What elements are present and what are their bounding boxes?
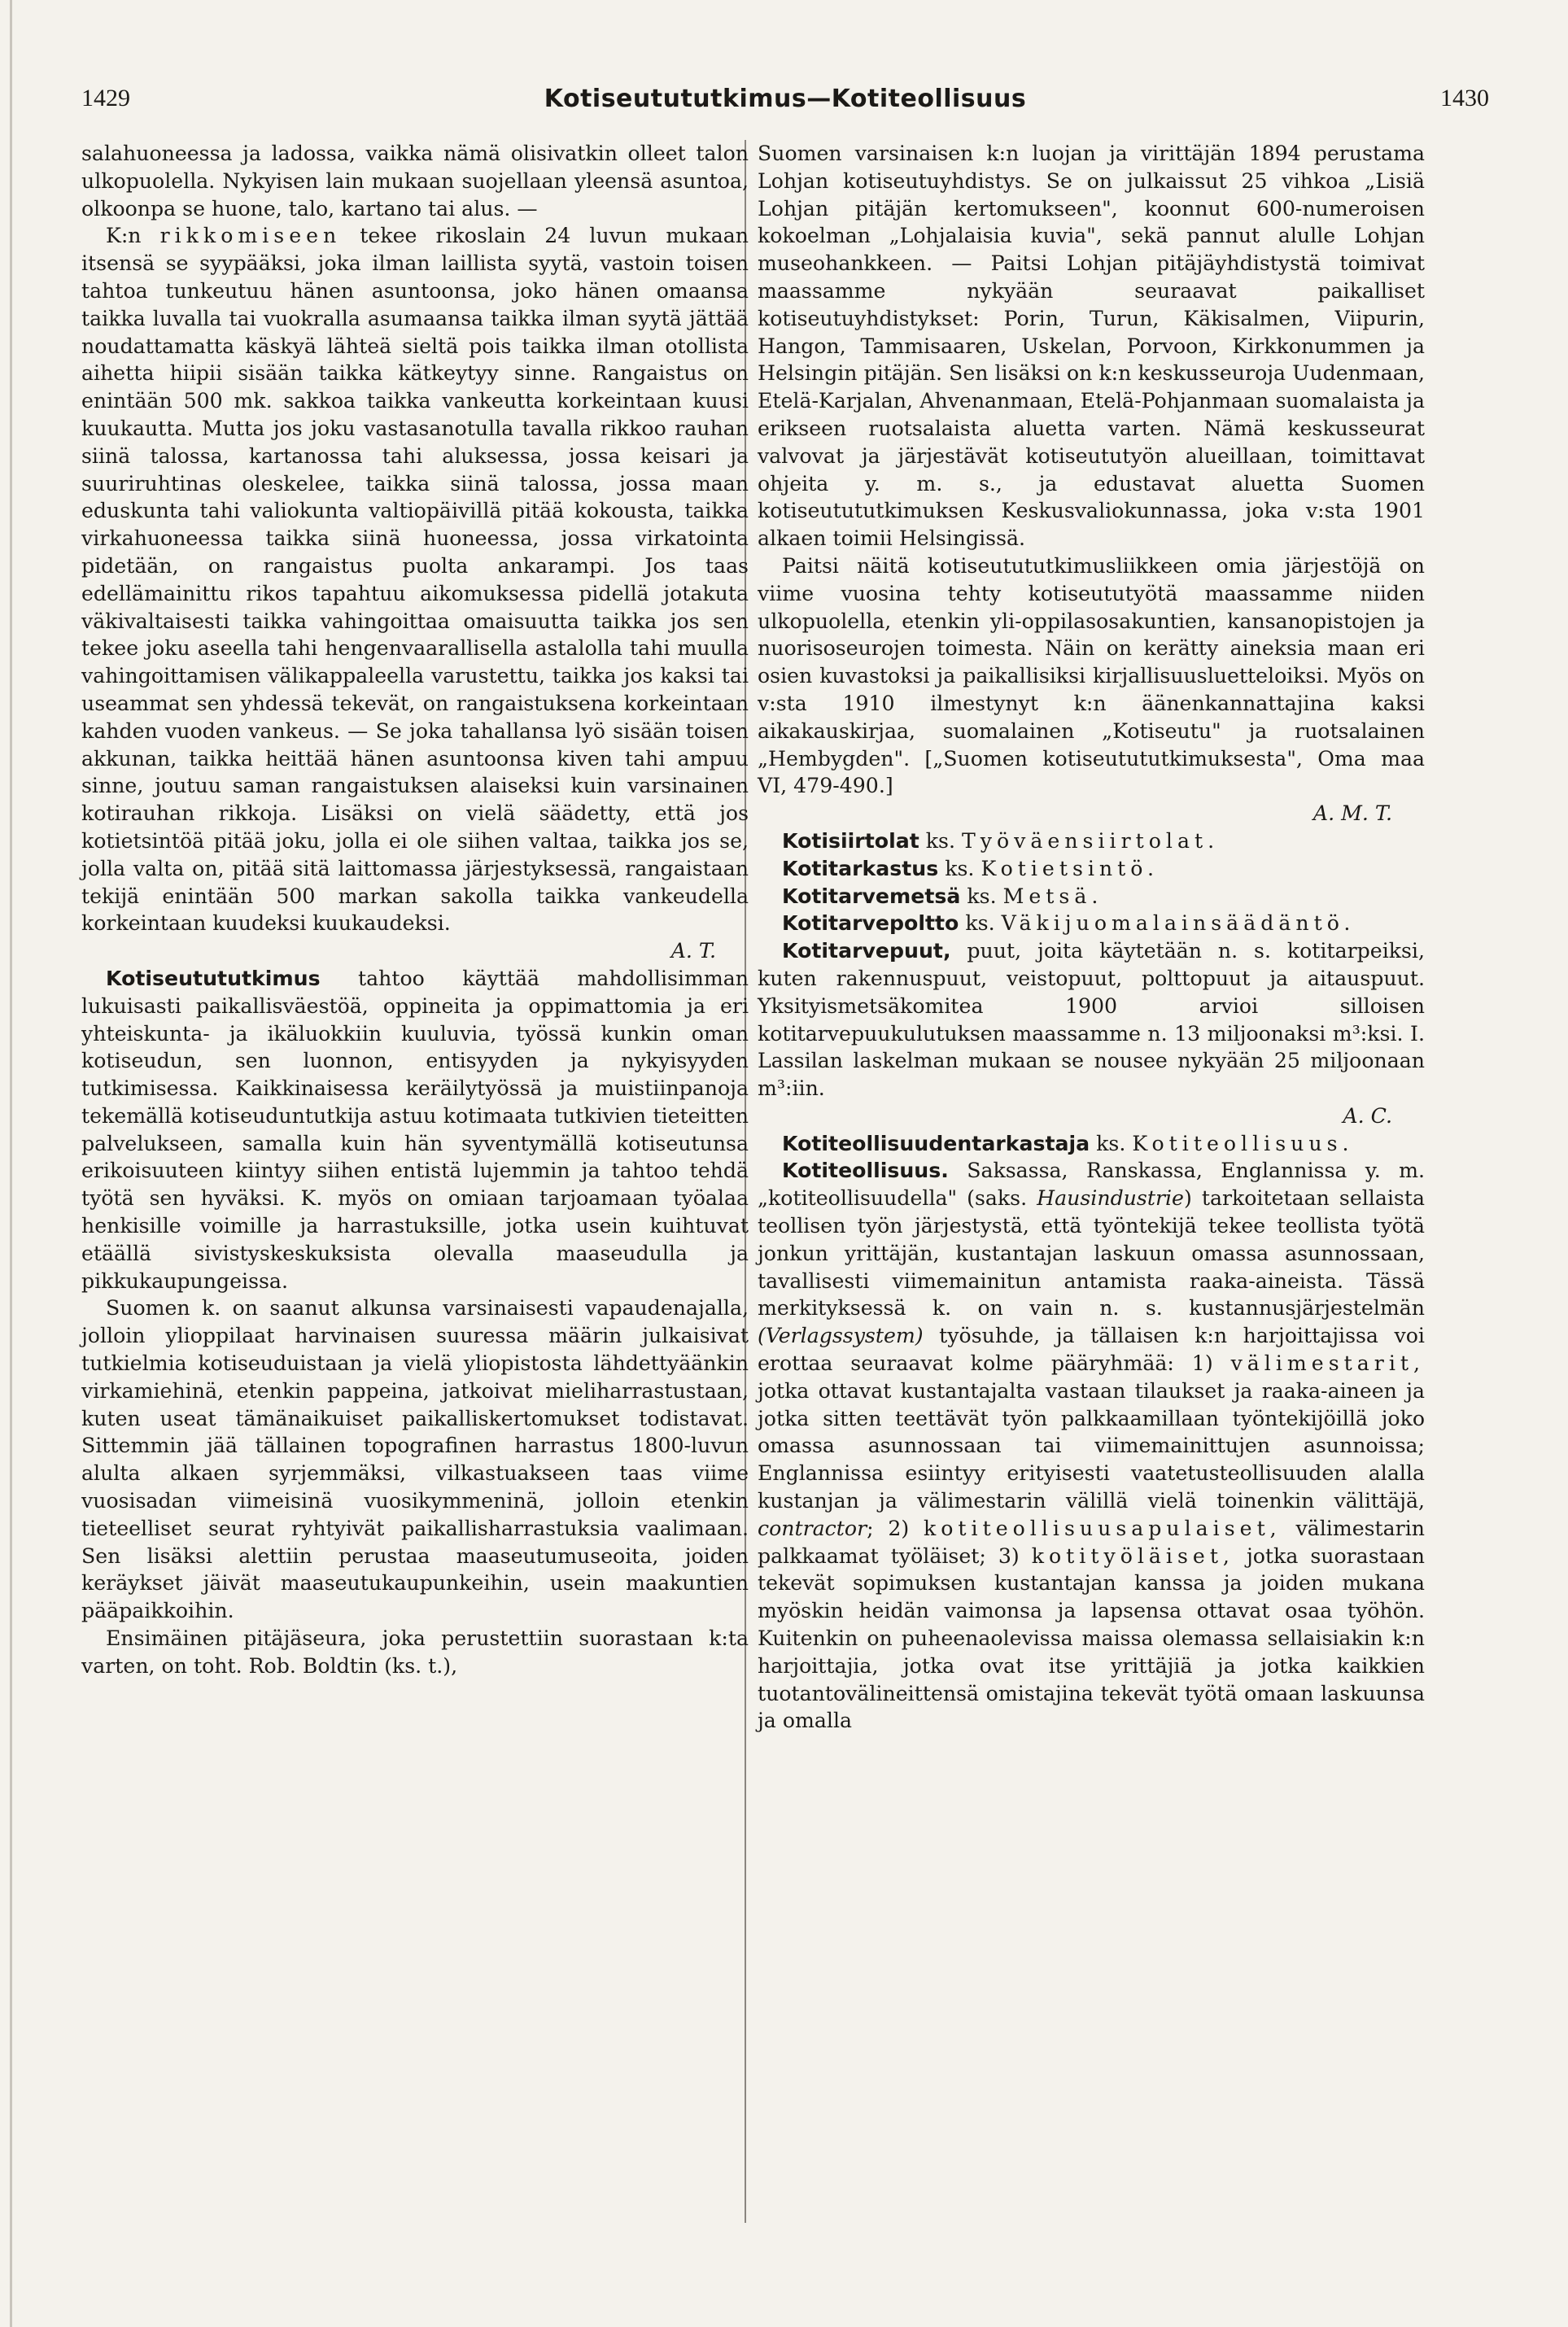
entry-headword: Kotitarvepuut, [782, 939, 951, 963]
page-number-left: 1429 [81, 85, 130, 111]
paragraph: Ensimäinen pitäjäseura, joka perustettiin suorastaan k:ta varten, on toht. Rob. Boldtin (ks. t.), [81, 1626, 749, 1678]
entry-kotitarvepuut [758, 937, 1425, 1102]
entry-kotiteollisuus [758, 1157, 1425, 1735]
entry-headword: Kotiteollisuus. [782, 1159, 949, 1183]
see-label: ks. [1090, 1131, 1133, 1155]
italic-term: (Verlagssystem) [758, 1324, 924, 1348]
entry-headword: Kotisiirtolat [782, 828, 919, 853]
entry-text: Saksassa, Ranskassa, Englannissa y. m. „kotiteollisuudella" (saks. [758, 1159, 1425, 1211]
see-label: ks. [938, 856, 981, 880]
paragraph: salahuoneessa ja ladossa, vaikka nämä olisivatkin olleet talon ulkopuolella. Nykyisen lain mukaan suojellaan yleensä asuntoa, olkoonpa se huone, talo, kartano tai alus. — [81, 142, 749, 220]
see-label: ks. [959, 911, 1002, 936]
entry-headword: Kotiteollisuudentarkastaja [782, 1131, 1090, 1155]
entry-kotitarvepoltto [758, 910, 1425, 937]
entry-kotiseutututkimus [81, 965, 749, 1295]
cross-reference: Kotietsintö. [981, 856, 1159, 880]
spaced-term: rikkomiseen [159, 224, 342, 248]
entry-kotiteollisuudentarkastaja [758, 1130, 1425, 1158]
paragraph-kotirauhan-rikkominen [81, 222, 749, 937]
cross-reference: Työväensiirtolat. [961, 828, 1220, 853]
cross-reference: Kotiteollisuus. [1132, 1131, 1354, 1155]
entry-kotitarvemetsa [758, 883, 1425, 910]
entry-kotitarkastus [758, 855, 1425, 883]
entry-text: välimestarin palkkaamat työläiset; 3) [758, 1516, 1425, 1568]
italic-term: contractor [758, 1516, 867, 1540]
text: tekee rikoslain 24 luvun mukaan itsensä se syypääksi, joka ilman laillista syytä, vastoin toisen tahtoa tunkeutuu hänen asuntoonsa, joko hänen omaansa taikka luvalla tai vuokralla asumaansa taikka ilman syytä jättää noudattamatta käskyä lähteä sieltä pois taikka ilman otollista aihetta hiipii sisään taikka kätkeytyy sinne. Rangaistus on enintään 500 mk. sakkoa taikka vankeutta korkeintaan kuusi kuukautta. Mutta jos joku vastasanotulla tavalla rikkoo rauhan siinä talossa, kartanossa tahi aluksessa, jossa keisari ja suuriruhtinas oleskelee, taikka siinä talossa, jossa maan eduskunta tahi valiokunta valtiopäivillä pitää kokousta, taikka virkahuoneessa taikka siinä huoneessa, jossa virkatointa pidetään, on rangaistus puolta ankarampi. Jos taas edellämainittu rikos tapahtuu aikomuksessa pidellä jotakuta väkivaltaisesti taikka vahingoittaa omaisuutta taikka jos sen tekee joku aseella tahi hengenvaarallisella astalolla tahi muulla vahingoittamisen välikappaleella varustettu, taikka jos kaksi tai useammat sen yhdessä tekevät, on rangaistuksena korkeintaan kahden vuoden vankeus. — Se joka tahallansa lyö sisään toisen akkunan, taikka heittää hänen asuntoonsa kiven tahi ampuu sinne, joutuu saman rangaistuksen alaiseksi kuin varsinainen kotirauhan rikkoja. Lisäksi on vielä säädetty, että jos kotietsintöä pitää joku, jolla ei ole siihen valtaa, taikka jos se, jolla valta on, pitää sitä laittomassa järjestyksessä, rangaistaan tekijä enintään 500 markan sakolla taikka vankeudella korkeintaan kuudeksi kuukaudeksi. [81, 224, 749, 936]
left-column [81, 140, 749, 1680]
page-header [81, 85, 1489, 120]
cross-reference: Metsä. [1002, 884, 1103, 908]
page-number-right: 1430 [1440, 85, 1489, 111]
right-column [758, 140, 1425, 1735]
running-title: Kotiseutututkimus—Kotiteollisuus [544, 85, 1027, 113]
paragraph: Paitsi näitä kotiseutututkimusliikkeen omia järjestöjä on viime vuosina tehty kotiseututyötä maassamme niiden ulkopuolella, etenkin yli-oppilasosakuntien, kansanopistojen ja nuorisoseurojen toimesta. Näin on kerätty aineksia maan eri osien kuvastoksi ja paikallisiksi kirjallisuusluetteloiksi. Myös on v:sta 1910 ilmestynyt k:n äänenkannattajina kaksi aikakauskirjaa, suomalainen „Kotiseutu" ja ruotsalainen „Hembygden". [„Suomen kotiseutututkimuksesta", Oma maa VI, 479-490.] [758, 553, 1425, 798]
paragraph: Suomen k. on saanut alkunsa varsinaisesti vapaudenajalla, jolloin ylioppilaat harvinaisen suuressa määrin julkaisivat tutkielmia kotiseuduistaan ja vielä yliopistosta lähdettyäänkin virkamiehinä, etenkin pappeina, jatkoivat mieliharrastustaan, kuten useat tämänaikuiset paikalliskertomukset todistavat. Sittemmin jää tällainen topografinen harrastus 1800-luvun alulta alkaen syrjemmäksi, vilkastuakseen taas viime vuosisadan viimeisinä vuosikymmeninä, jolloin etenkin tieteelliset seurat ryhtyivät paikallisharrastuksia vaalimaan. Sen lisäksi alettiin perustaa maaseutumuseoita, joiden keräykset jäivät maaseutukaupunkeihin, usein maakuntien pääpaikkoihin. [81, 1296, 749, 1623]
cross-reference: Väkijuomalainsäädäntö. [1001, 911, 1356, 936]
see-label: ks. [919, 828, 962, 853]
author-signature: A. T. [670, 939, 716, 963]
entry-text: puut, joita käytetään n. s. kotitarpeiksi, kuten rakennuspuut, veistopuut, polttopuut ja aitauspuut. Yksityismetsäkomitea 1900 arvioi silloisen kotitarvepuukulutuksen maassamme n. 13 miljoonaksi m³:ksi. I. Lassilan laskelman mukaan se nousee nykyään 25 miljoonaan m³:iin. [758, 939, 1425, 1101]
entry-headword: Kotitarvemetsä [782, 884, 961, 908]
italic-term: Hausindustrie [1037, 1186, 1184, 1211]
author-signature: A. M. T. [1312, 801, 1392, 826]
paragraph: Suomen varsinaisen k:n luojan ja virittäjän 1894 perustama Lohjan kotiseutuyhdistys. Se on julkaissut 25 vihkoa „Lisiä Lohjan pitäjän kertomukseen", koonnut 600-numeroisen kokoelman „Lohjalaisia kuvia", sekä pannut alulle Lohjan museohankkeen. — Paitsi Lohjan pitäjäyhdistystä toimivat maassamme nykyään seuraavat paikalliset kotiseutuyhdistykset: Porin, Turun, Käkisalmen, Viipurin, Hangon, Tammisaaren, Uskelan, Porvoon, Kirkkonummen ja Helsingin pitäjän. Sen lisäksi on k:n keskusseuroja Uudenmaan, Etelä-Karjalan, Ahvenanmaan, Etelä-Pohjanmaan suomalaista ja erikseen ruotsalaista aluetta varten. Nämä keskusseurat valvovat ja järjestävät kotiseututyön alueillaan, toimittavat ohjeita y. m. s., ja edustavat aluetta Suomen kotiseutututkimuksen Keskusvaliokunnassa, joka v:sta 1901 alkaen toimii Helsingissä. [758, 142, 1425, 551]
spaced-term: kotityöläiset, [1031, 1543, 1234, 1568]
page-edge-mark [10, 0, 12, 2327]
entry-headword: Kotiseutututkimus [106, 966, 321, 990]
entry-text: ; 2) [867, 1516, 924, 1540]
entry-text: työsuhde, ja tällaisen k:n harjoittajissa voi erottaa seuraavat kolme pääryhmää: 1) [758, 1324, 1425, 1376]
spaced-term: välimestarit, [1230, 1351, 1425, 1376]
entry-headword: Kotitarkastus [782, 856, 939, 880]
entry-text: tahtoo käyttää mahdollisimman lukuisasti paikallisväestöä, oppineita ja oppimattomia ja eri yhteiskunta- ja ikäluokkiin kuuluvia, työssä kunkin oman kotiseudun, sen luonnon, entisyyden ja nykyisyyden tutkimisessa. Kaikkinaisessa keräilytyössä ja muistiinpanoja tekemällä kotiseuduntutkija astuu kotimaata tutkivien tieteitten palvelukseen, samalla kuin hän syventymällä kotiseutunsa erikoisuuteen kiintyy siihen entistä lujemmin ja tahtoo tehdä työtä sen hyväksi. K. myös on omiaan tarjoamaan työalaa henkisille voimille ja harrastuksille, jotka usein kuihtuvat etäällä sivistyskeskuksista olevalla maaseudulla ja pikkukaupungeissa. [81, 966, 749, 1293]
entry-text: jotka suorastaan tekevät sopimuksen kustantajan kanssa ja joiden mukana myöskin heidän vaimonsa ja lapsensa ottavat osaa työhön. Kuitenkin on puheenaolevissa maissa olemassa sellaisiakin k:n harjoittajia, jotka ovat itse yrittäjiä ja jotka kaikkien tuotantovälineittensä omistajina tekevät työtä omaan laskuunsa ja omalla [758, 1543, 1426, 1733]
entry-headword: Kotitarvepoltto [782, 911, 959, 936]
author-signature: A. C. [1343, 1103, 1392, 1128]
entry-kotisiirtolat [758, 827, 1425, 855]
see-label: ks. [960, 884, 1003, 908]
entry-text: ) tarkoitetaan sellaista teollisen työn järjestystä, että työntekijä tekee teollista työtä jonkun yrittäjän, kustantajan laskuun omassa asunnossaan, tavallisesti viimemainitun antamista raaka-aineista. Tässä merkityksessä k. on vain n. s. kustannusjärjestelmän [758, 1186, 1425, 1321]
spaced-term: kotiteollisuusapulaiset, [923, 1516, 1282, 1540]
entry-text: jotka ottavat kustantajalta vastaan tilaukset ja raaka-aineen ja jotka sitten teettävät työn palkkaamillaan työntekijöillä joko omassa asunnossaan tai viimemainittujen asunnoissa; Englannissa esiintyy erityisesti vaatetusteollisuuden alalla kustanjan ja välimestarin välillä vielä toinenkin välittäjä, [758, 1378, 1425, 1513]
text: K:n [106, 224, 160, 248]
